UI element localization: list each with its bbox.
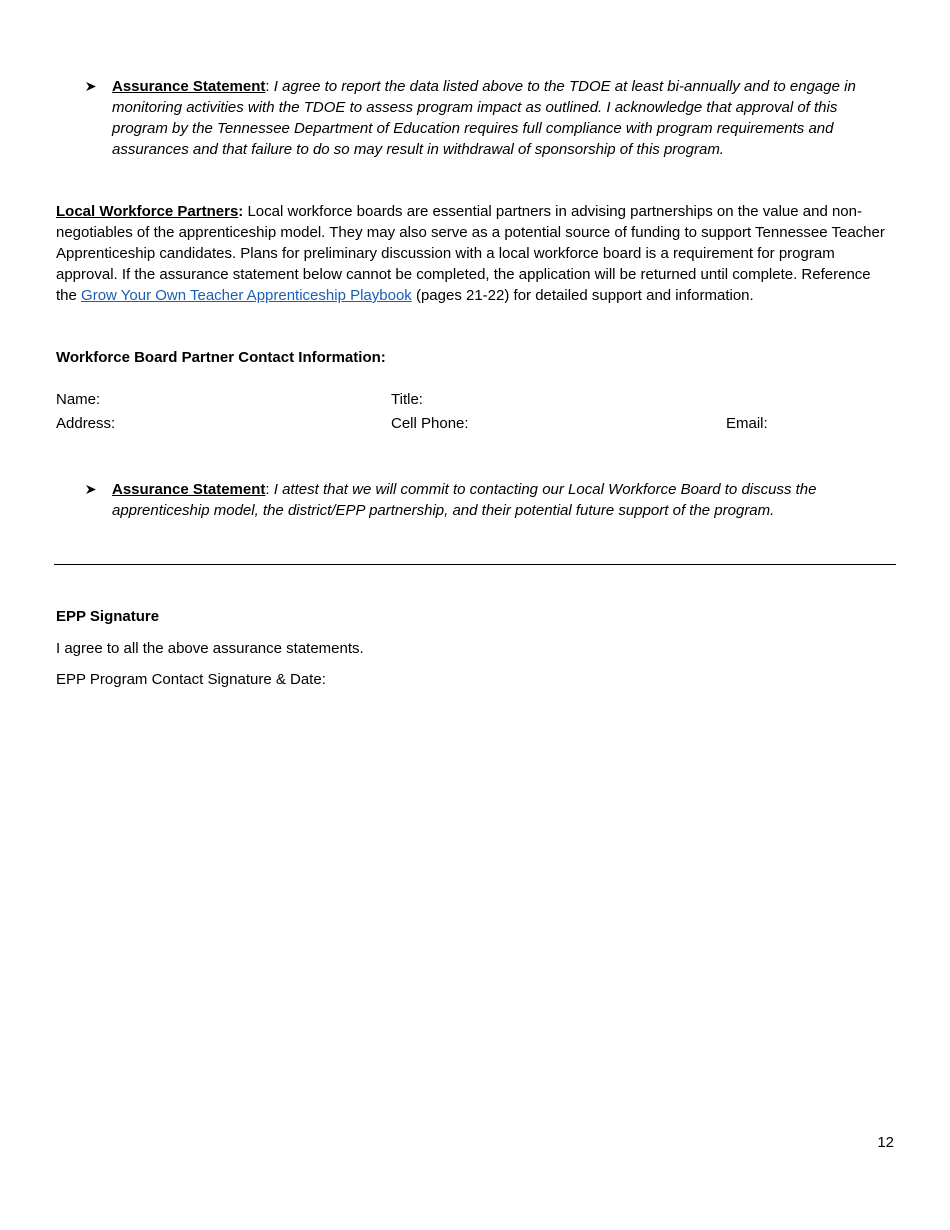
- assurance-statement-1-text: [112, 76, 884, 160]
- email-label: Email:: [726, 415, 768, 432]
- contact-info-heading: Workforce Board Partner Contact Information:: [56, 349, 386, 366]
- page-number: 12: [877, 1134, 894, 1151]
- local-workforce-partners-body-end: (pages 21-22) for detailed support and information.: [411, 287, 754, 304]
- assurance-statement-2-body: I attest that we will commit to contacting our Local Workforce Board to discuss the apprenticeship model, the district/EPP partnership, and their potential future support of the program.: [112, 481, 817, 519]
- epp-signature-heading: EPP Signature: [56, 608, 160, 625]
- signature-date-label: EPP Program Contact Signature & Date:: [56, 671, 326, 688]
- name-label: Name:: [56, 391, 101, 408]
- assurance-statement-1-label: Assurance Statement: [112, 78, 266, 95]
- assurance-statement-2-colon: :: [265, 481, 274, 498]
- section-divider: [54, 564, 896, 565]
- agree-statement: I agree to all the above assurance statements.: [56, 640, 364, 657]
- assurance-statement-2-label: Assurance Statement: [112, 481, 266, 498]
- cell-phone-label: Cell Phone:: [391, 415, 469, 432]
- arrow-bullet-icon: [84, 76, 100, 97]
- local-workforce-partners-body: Local workforce boards are essential partners in advising partnerships on the value and non-negotiables of the apprenticeship model. They may also serve as a potential source of funding to support Tennessee Teacher Apprenticeship candidates. Plans for preliminary discussion with a local workforce board is a requirement for program approval. If the assurance statement below cannot be completed, the application will be returned until complete. Reference the: [56, 203, 885, 304]
- assurance-statement-1-body: I agree to report the data listed above to the TDOE at least bi-annually and to engage in monitoring activities with the TDOE to assess program impact as outlined. I acknowledge that approval of this program by the Tennessee Department of Education requires full compliance with program requirements and assurances and that failure to do so may result in withdrawal of sponsorship of this program.: [112, 78, 856, 158]
- assurance-statement-1-colon: :: [265, 78, 274, 95]
- title-label: Title:: [391, 391, 423, 408]
- playbook-link[interactable]: Grow Your Own Teacher Apprenticeship Playbook: [81, 287, 412, 304]
- arrow-bullet-icon: [84, 479, 100, 500]
- local-workforce-partners-colon: :: [238, 203, 244, 220]
- local-workforce-partners-heading: Local Workforce Partners: [56, 203, 239, 220]
- local-workforce-partners-paragraph: [56, 201, 892, 306]
- address-label: Address:: [56, 415, 116, 432]
- assurance-statement-2-text: [112, 479, 884, 521]
